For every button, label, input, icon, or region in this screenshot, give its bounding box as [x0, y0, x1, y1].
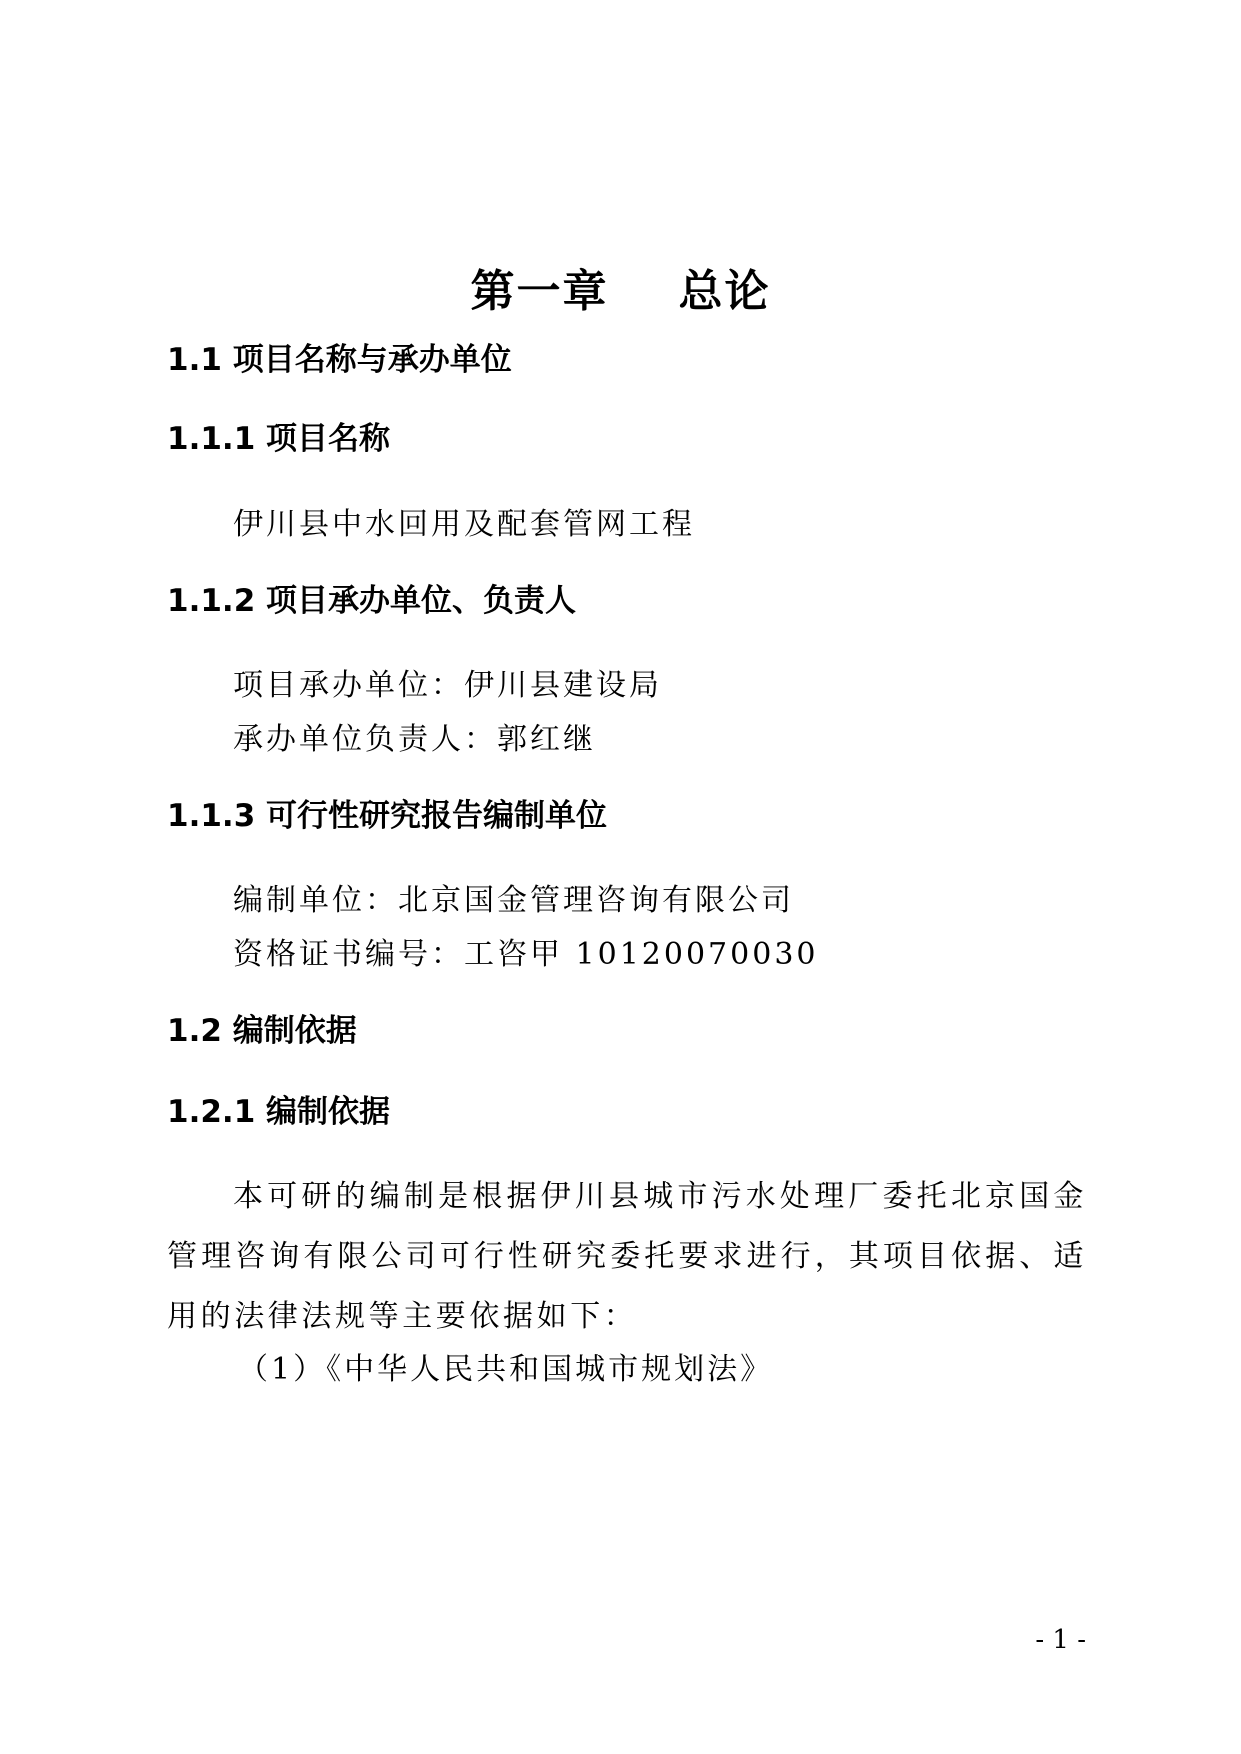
- heading-1-1-2: 1.1.2 项目承办单位、负责人: [167, 583, 577, 619]
- heading-1-1-3: 1.1.3 可行性研究报告编制单位: [167, 798, 608, 834]
- basis-paragraph: 本可研的编制是根据伊川县城市污水处理厂委托北京国金管理咨询有限公司可行性研究委托要求进行，其项目依据、适用的法律法规等主要依据如下：: [167, 1179, 1087, 1334]
- project-name-text: 伊川县中水回用及配套管网工程: [233, 507, 695, 542]
- heading-1-2-1: 1.2.1 编制依据: [167, 1094, 391, 1130]
- heading-1-1-1: 1.1.1 项目名称: [167, 421, 391, 457]
- page-number: - 1 -: [1035, 1625, 1086, 1655]
- heading-1-1: 1.1 项目名称与承办单位: [167, 342, 512, 378]
- basis-list-item-1: （1）《中华人民共和国城市规划法》: [238, 1352, 774, 1387]
- certificate-text: 资格证书编号：工咨甲 10120070030: [233, 937, 819, 972]
- undertaker-text: 项目承办单位：伊川县建设局: [233, 668, 662, 703]
- compiler-text: 编制单位：北京国金管理咨询有限公司: [233, 883, 794, 918]
- heading-1-2: 1.2 编制依据: [167, 1013, 357, 1049]
- responsible-person-text: 承办单位负责人：郭红继: [233, 722, 596, 757]
- chapter-name: 总论: [678, 266, 771, 317]
- chapter-number: 第一章: [470, 266, 609, 317]
- chapter-title: [0, 262, 1241, 322]
